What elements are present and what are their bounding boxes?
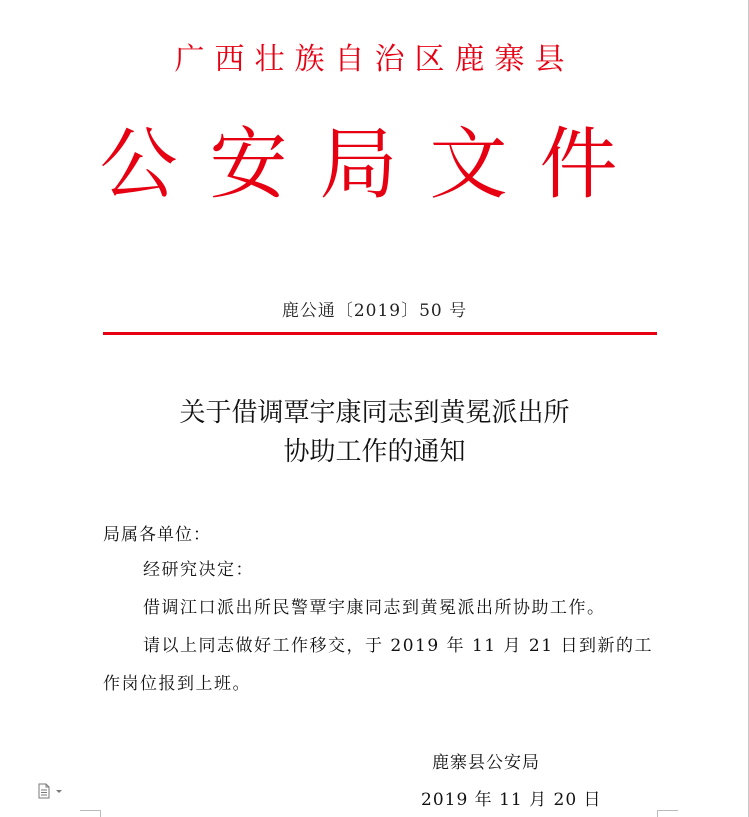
body-paragraph: 请以上同志做好工作移交，于 2019 年 11 月 21 日到新的工作岗位报到上班。: [103, 636, 653, 694]
salutation: 局属各单位：: [103, 525, 211, 545]
body-paragraph: 经研究决定：: [143, 560, 254, 580]
document-options-icon[interactable]: [36, 782, 64, 800]
issuer-name: 广西壮族自治区鹿寨县: [174, 42, 575, 77]
signature-date: 2019 年 11 月 20 日: [421, 790, 602, 810]
signature-organization: 鹿寨县公安局: [432, 753, 540, 773]
page-corner-mark: [657, 810, 678, 817]
page-corner-mark: [80, 810, 101, 817]
document-title: [0, 394, 749, 472]
red-separator-line: [103, 332, 657, 335]
title-line-2: 协助工作的通知: [283, 437, 466, 467]
document-number: 鹿公通〔2019〕50 号: [281, 301, 468, 321]
title-line-1: 关于借调覃宇康同志到黄冕派出所: [179, 398, 570, 428]
body-paragraph: 借调江口派出所民警覃宇康同志到黄冕派出所协助工作。: [143, 598, 606, 618]
document-type-heading: 公安局文件: [99, 120, 650, 210]
